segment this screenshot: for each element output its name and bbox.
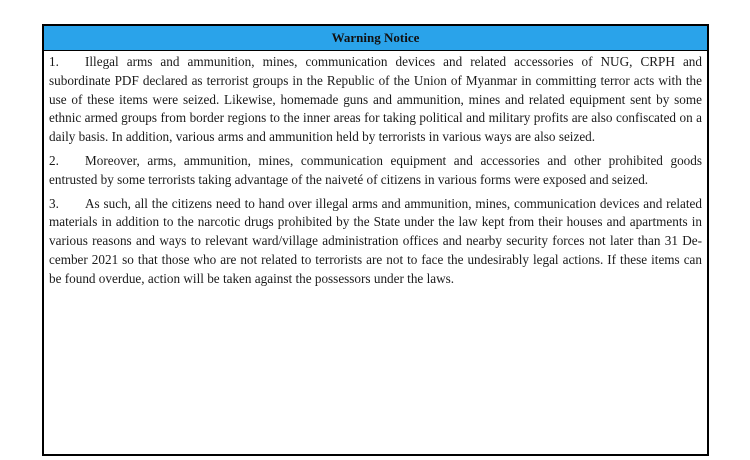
- notice-paragraph-3: [49, 195, 702, 289]
- paragraph-text: Illegal arms and ammunition, mines, communication devices and related accessories of NUG, CRPH and subordinate PDF declared as terrorist groups in the Republic of the Union of Myanmar in committing terror acts with the use of these items were seized. Likewise, homemade guns and ammunition, mines and related equipment sent by some ethnic armed groups from border regions to the inner areas for taking political and military profits are also confiscated on a daily basis. In addition, various arms and ammunition held by terrorists in various ways are also seized.: [49, 54, 702, 145]
- notice-body: [44, 51, 707, 289]
- paragraph-text: As such, all the citizens need to hand over illegal arms and ammunition, mines, communication devices and related materials in addition to the narcotic drugs prohibited by the State under the law kept from their houses and apartments in various reasons and ways to relevant ward/village administration offices and nearby security forces not later than 31 December 2021 so that those who are not related to terrorists are not to face the undesirably legal actions. If these items can be found overdue, action will be taken against the possessors under the laws.: [49, 195, 702, 286]
- paragraph-number: 2.: [49, 152, 59, 168]
- notice-paragraph-2: [49, 152, 702, 190]
- paragraph-text: Moreover, arms, ammunition, mines, communication equipment and accessories and other prohibited goods entrusted by some terrorists taking advantage of the naiveté of citizens in various forms were exposed and seized.: [49, 152, 702, 187]
- paragraph-number: 3.: [49, 195, 59, 211]
- paragraph-number: 1.: [49, 54, 59, 69]
- notice-title: Warning Notice: [44, 26, 707, 51]
- notice-paragraph-1: [49, 53, 702, 147]
- warning-notice-box: [42, 24, 709, 456]
